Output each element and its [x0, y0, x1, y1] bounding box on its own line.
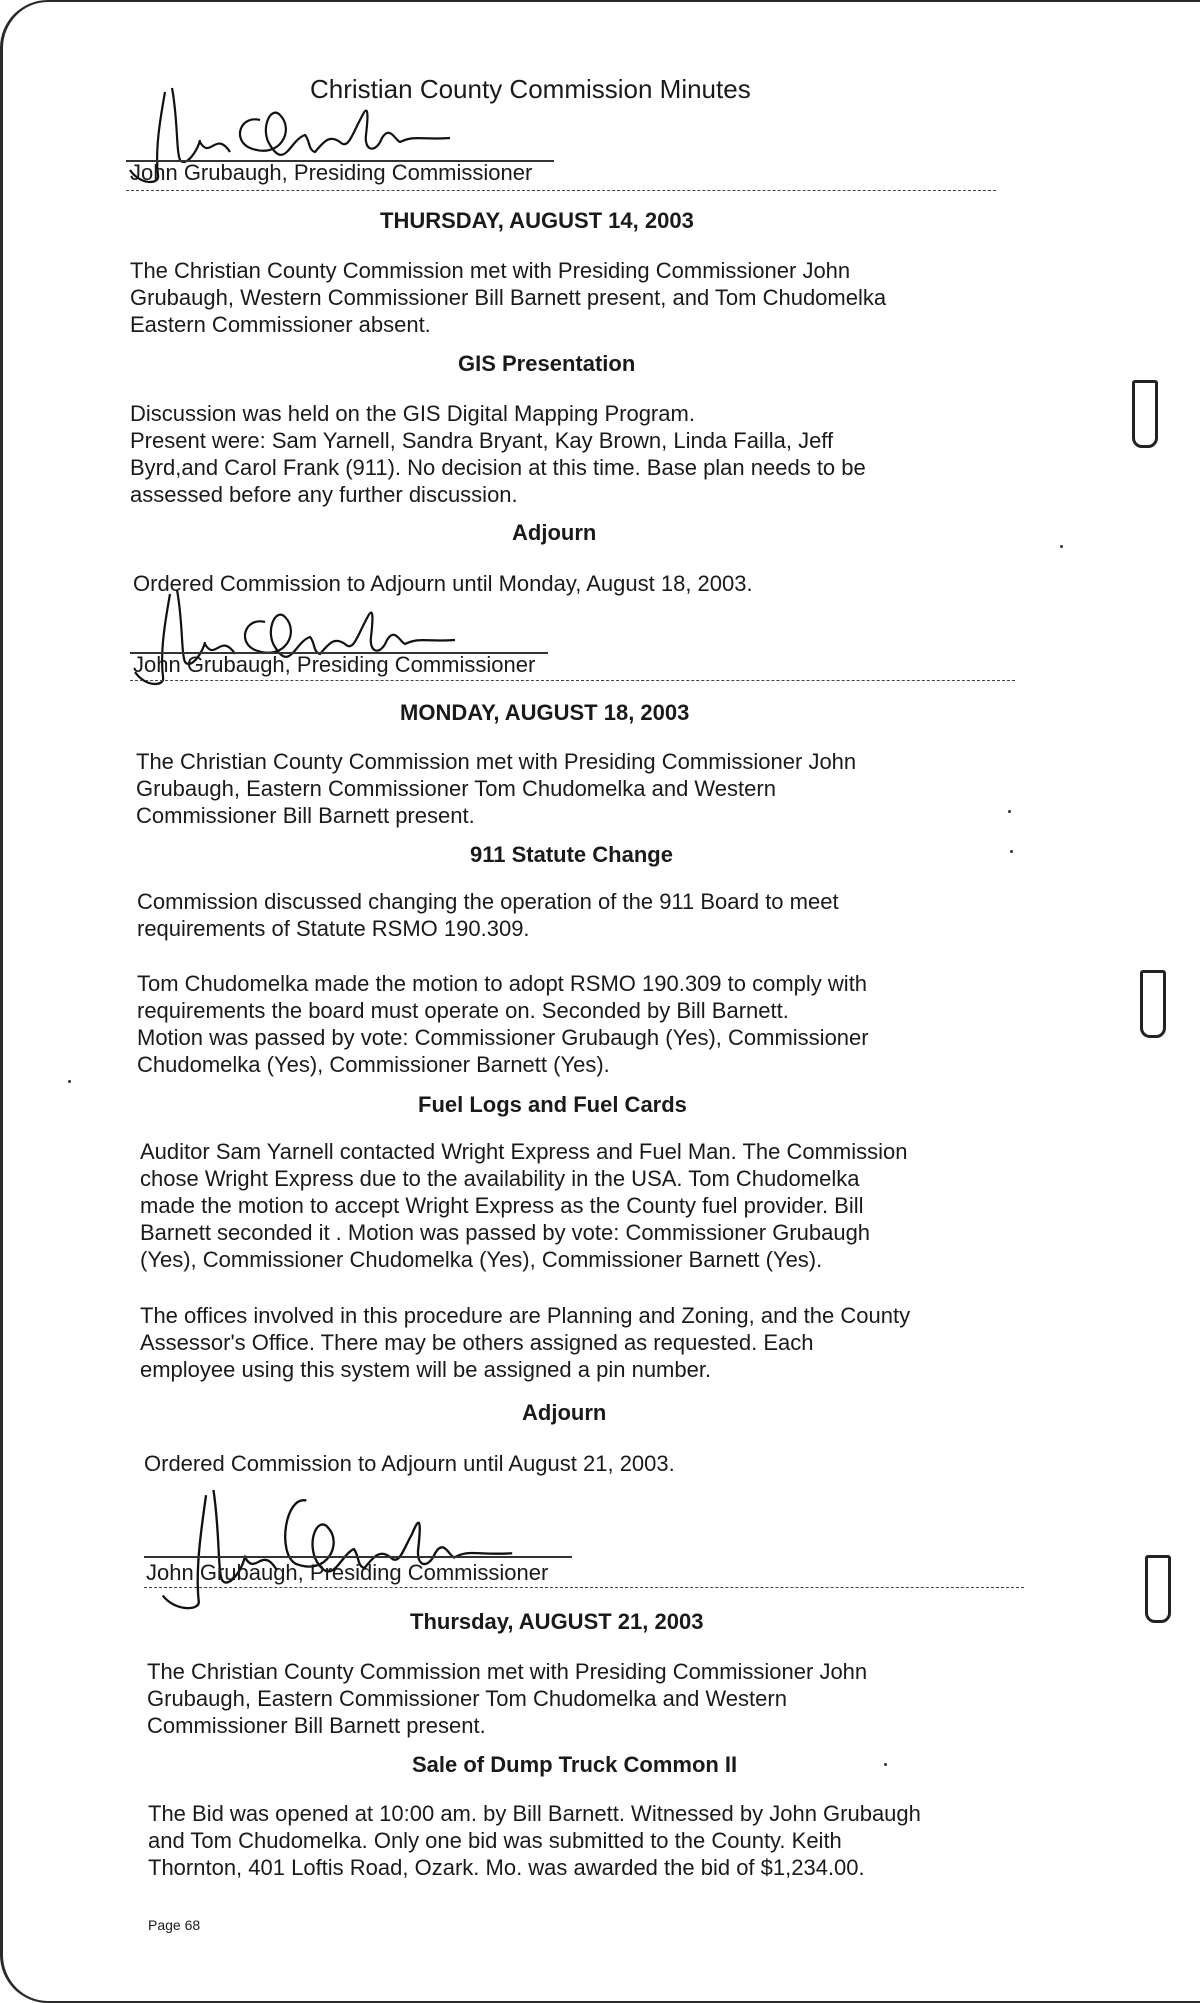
text-line: Grubaugh, Western Commissioner Bill Barnett present, and Tom Chudomelka	[130, 285, 887, 310]
section-paragraph	[137, 888, 997, 942]
text-line: Thornton, 401 Loftis Road, Ozark. Mo. was awarded the bid of $1,234.00.	[148, 1855, 865, 1880]
signature-caption: John Grubaugh, Presiding Commissioner	[133, 652, 536, 677]
meeting-intro	[147, 1658, 1007, 1739]
text-line: Ordered Commission to Adjourn until August 21, 2003.	[144, 1451, 675, 1476]
meeting-date: Thursday, AUGUST 21, 2003	[410, 1609, 704, 1634]
section-divider	[144, 1587, 1024, 1588]
document-title: Christian County Commission Minutes	[310, 74, 751, 104]
text-line: made the motion to accept Wright Express as the County fuel provider. Bill	[140, 1193, 864, 1218]
section-paragraph	[140, 1138, 1000, 1273]
text-line: Auditor Sam Yarnell contacted Wright Express and Fuel Man. The Commission	[140, 1139, 908, 1164]
binder-hole-mark	[1140, 970, 1166, 1038]
text-line: Eastern Commissioner absent.	[130, 312, 431, 337]
text-line: The Christian County Commission met with Presiding Commissioner John	[136, 749, 857, 774]
text-line: Chudomelka (Yes), Commissioner Barnett (Yes).	[137, 1052, 610, 1077]
text-line: requirements of Statute RSMO 190.309.	[137, 916, 530, 941]
signature-caption: John Grubaugh, Presiding Commissioner	[130, 160, 533, 185]
text-line: Byrd,and Carol Frank (911). No decision at this time. Base plan needs to be	[130, 455, 866, 480]
scan-speck	[1060, 545, 1063, 548]
signature-caption: John Grubaugh, Presiding Commissioner	[146, 1560, 549, 1585]
signature-line	[144, 1556, 572, 1558]
text-line: Grubaugh, Eastern Commissioner Tom Chudomelka and Western	[136, 776, 776, 801]
text-line: The offices involved in this procedure are Planning and Zoning, and the County	[140, 1303, 911, 1328]
section-divider	[130, 680, 1015, 681]
text-line: The Christian County Commission met with Presiding Commissioner John	[130, 258, 851, 283]
meeting-date: MONDAY, AUGUST 18, 2003	[400, 700, 690, 725]
scan-speck	[884, 1763, 887, 1766]
binder-hole-mark	[1145, 1555, 1171, 1623]
scan-speck	[1008, 810, 1011, 813]
text-line: Commissioner Bill Barnett present.	[147, 1713, 486, 1738]
section-heading: Fuel Logs and Fuel Cards	[418, 1092, 687, 1117]
text-line: (Yes), Commissioner Chudomelka (Yes), Commissioner Barnett (Yes).	[140, 1247, 823, 1272]
section-heading: 911 Statute Change	[470, 842, 673, 867]
section-heading: Adjourn	[522, 1400, 607, 1425]
text-line: employee using this system will be assigned a pin number.	[140, 1357, 712, 1382]
text-line: and Tom Chudomelka. Only one bid was submitted to the County. Keith	[148, 1828, 842, 1853]
section-paragraph	[130, 400, 990, 508]
text-line: The Christian County Commission met with Presiding Commissioner John	[147, 1659, 868, 1684]
scan-speck	[68, 1080, 71, 1083]
section-paragraph	[148, 1800, 1008, 1881]
text-line: Grubaugh, Eastern Commissioner Tom Chudomelka and Western	[147, 1686, 787, 1711]
text-line: Present were: Sam Yarnell, Sandra Bryant, Kay Brown, Linda Failla, Jeff	[130, 428, 834, 453]
binder-hole-mark	[1132, 380, 1158, 448]
section-paragraph	[137, 970, 997, 1078]
text-line: Ordered Commission to Adjourn until Monday, August 18, 2003.	[133, 571, 753, 596]
page-number: Page 68	[148, 1917, 201, 1933]
section-paragraph	[144, 1450, 1004, 1477]
scan-speck	[1010, 850, 1013, 853]
meeting-date: THURSDAY, AUGUST 14, 2003	[380, 208, 694, 233]
section-heading: GIS Presentation	[458, 351, 636, 376]
section-paragraph	[140, 1302, 1000, 1383]
text-line: Discussion was held on the GIS Digital Mapping Program.	[130, 401, 695, 426]
section-heading: Sale of Dump Truck Common II	[412, 1752, 738, 1777]
text-line: The Bid was opened at 10:00 am. by Bill Barnett. Witnessed by John Grubaugh	[148, 1801, 921, 1826]
text-line: Commissioner Bill Barnett present.	[136, 803, 475, 828]
section-divider	[126, 190, 996, 191]
text-line: Motion was passed by vote: Commissioner Grubaugh (Yes), Commissioner	[137, 1025, 869, 1050]
meeting-intro	[136, 748, 996, 829]
text-line: Assessor's Office. There may be others assigned as requested. Each	[140, 1330, 814, 1355]
meeting-intro	[130, 257, 990, 338]
text-line: chose Wright Express due to the availability in the USA. Tom Chudomelka	[140, 1166, 860, 1191]
section-heading: Adjourn	[512, 520, 597, 545]
handwritten-signature	[148, 1478, 528, 1618]
text-line: Tom Chudomelka made the motion to adopt RSMO 190.309 to comply with	[137, 971, 868, 996]
text-line: Barnett seconded it . Motion was passed by vote: Commissioner Grubaugh	[140, 1220, 871, 1245]
text-line: requirements the board must operate on. Seconded by Bill Barnett.	[137, 998, 789, 1023]
text-line: assessed before any further discussion.	[130, 482, 518, 507]
text-line: Commission discussed changing the operation of the 911 Board to meet	[137, 889, 839, 914]
